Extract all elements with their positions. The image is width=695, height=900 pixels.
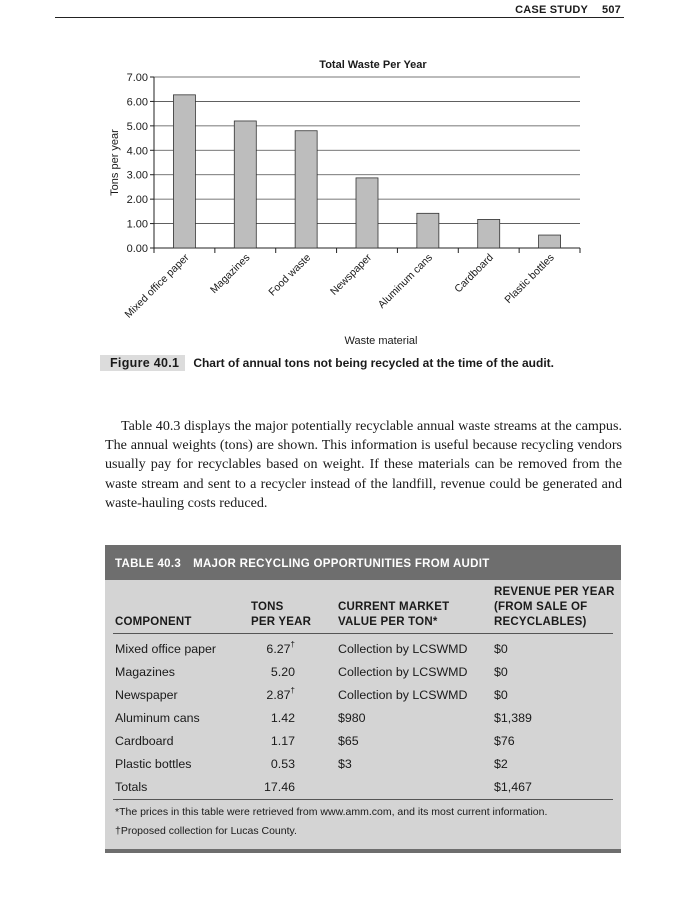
header-revenue-line: REVENUE PER YEAR — [494, 586, 615, 598]
cell-tons: 5.20 — [270, 665, 295, 679]
cell-revenue: $1,389 — [494, 711, 532, 725]
cell-revenue: $76 — [494, 734, 515, 748]
cell-value: Collection by LCSWMD — [338, 642, 468, 656]
cell-value: Collection by LCSWMD — [338, 665, 468, 679]
cell-component: Cardboard — [115, 734, 174, 748]
cell-revenue: $2 — [494, 757, 508, 771]
y-tick-label: 6.00 — [126, 96, 148, 109]
cell-tons: 1.42 — [270, 711, 295, 725]
header-value-line: CURRENT MARKET — [338, 601, 450, 613]
x-axis-label: Waste material — [344, 335, 418, 347]
figure-caption — [105, 355, 575, 371]
cell-tons: 2.87† — [266, 685, 295, 702]
header-revenue-line: RECYCLABLES) — [494, 616, 587, 628]
x-tick-label: Plastic bottles — [502, 251, 557, 306]
header-rule — [55, 17, 624, 18]
footnote: *The prices in this table were retrieved from www.amm.com, and its most current information. — [115, 806, 548, 818]
cell-revenue: $0 — [494, 642, 508, 656]
cell-component: Plastic bottles — [115, 757, 192, 771]
header-revenue-line: (FROM SALE OF — [494, 601, 588, 613]
bar — [417, 213, 439, 248]
page-number: 507 — [602, 4, 621, 16]
x-tick-label: Newspaper — [328, 251, 375, 298]
footnote-rule — [113, 799, 613, 800]
cell-component: Aluminum cans — [115, 711, 200, 725]
y-tick-label: 4.00 — [126, 145, 148, 158]
cell-value: $65 — [338, 734, 359, 748]
cell-value: Collection by LCSWMD — [338, 688, 468, 702]
bar — [295, 131, 317, 248]
y-tick-label: 0.00 — [126, 243, 148, 255]
x-tick-label: Mixed office paper — [122, 251, 192, 321]
header-component: COMPONENT — [115, 616, 192, 628]
cell-value: $3 — [338, 757, 352, 771]
table-number: TABLE 40.3 — [115, 558, 182, 570]
cell-tons: 6.27† — [266, 639, 295, 656]
recycling-table — [105, 545, 621, 853]
cell-tons: 0.53 — [270, 757, 295, 771]
y-axis-label: Tons per year — [109, 129, 121, 196]
y-tick-label: 3.00 — [126, 169, 148, 182]
x-tick-label: Magazines — [208, 251, 253, 297]
bar — [173, 95, 195, 248]
cell-tons: 1.17 — [270, 734, 295, 748]
figure-caption-text: Chart of annual tons not being recycled at the time of the audit. — [193, 356, 555, 370]
x-tick-label: Food waste — [266, 251, 314, 299]
body-paragraph: Table 40.3 displays the major potentially recyclable annual waste streams at the campus. The annual weights (tons) are shown. This information is useful because recycling vendors usually pay for recyclables based on weight. If these materials can be removed from the waste stream and sent to a recycler instead of the landfill, revenue could be generated and waste-hauling costs reduced. — [105, 418, 622, 511]
running-head — [515, 4, 621, 16]
header-revenue — [494, 585, 615, 630]
y-tick-label: 2.00 — [126, 194, 148, 207]
header-market-value — [338, 600, 449, 630]
cell-revenue: $0 — [494, 665, 508, 679]
section-title: CASE STUDY — [515, 4, 589, 16]
cell-value: $980 — [338, 711, 366, 725]
footnote: †Proposed collection for Lucas County. — [115, 825, 297, 837]
cell-component: Mixed office paper — [115, 642, 217, 656]
table-title-bar — [105, 545, 621, 580]
y-tick-label: 1.00 — [126, 218, 148, 231]
header-tons-line: TONS — [251, 601, 284, 613]
bar-chart — [0, 50, 695, 350]
y-tick-label: 7.00 — [126, 72, 148, 84]
figure-label: Figure 40.1 — [100, 355, 185, 371]
header-tons-line: PER YEAR — [251, 616, 312, 628]
header-tons — [251, 600, 311, 630]
chart-title: Total Waste Per Year — [319, 59, 427, 71]
x-tick-label: Cardboard — [452, 251, 496, 296]
bar — [478, 219, 500, 248]
cell-component: Totals — [115, 780, 148, 794]
bar — [539, 235, 561, 248]
table-title: MAJOR RECYCLING OPPORTUNITIES FROM AUDIT — [193, 558, 490, 570]
cell-component: Newspaper — [115, 688, 178, 702]
cell-revenue: $0 — [494, 688, 508, 702]
cell-revenue: $1,467 — [494, 780, 532, 794]
cell-component: Magazines — [115, 665, 175, 679]
bar — [356, 178, 378, 248]
cell-tons: 17.46 — [263, 780, 295, 794]
x-tick-label: Aluminum cans — [375, 251, 435, 311]
header-rule — [113, 633, 613, 634]
header-value-line: VALUE PER TON* — [338, 616, 438, 628]
bar — [234, 121, 256, 248]
y-tick-label: 5.00 — [126, 120, 148, 133]
